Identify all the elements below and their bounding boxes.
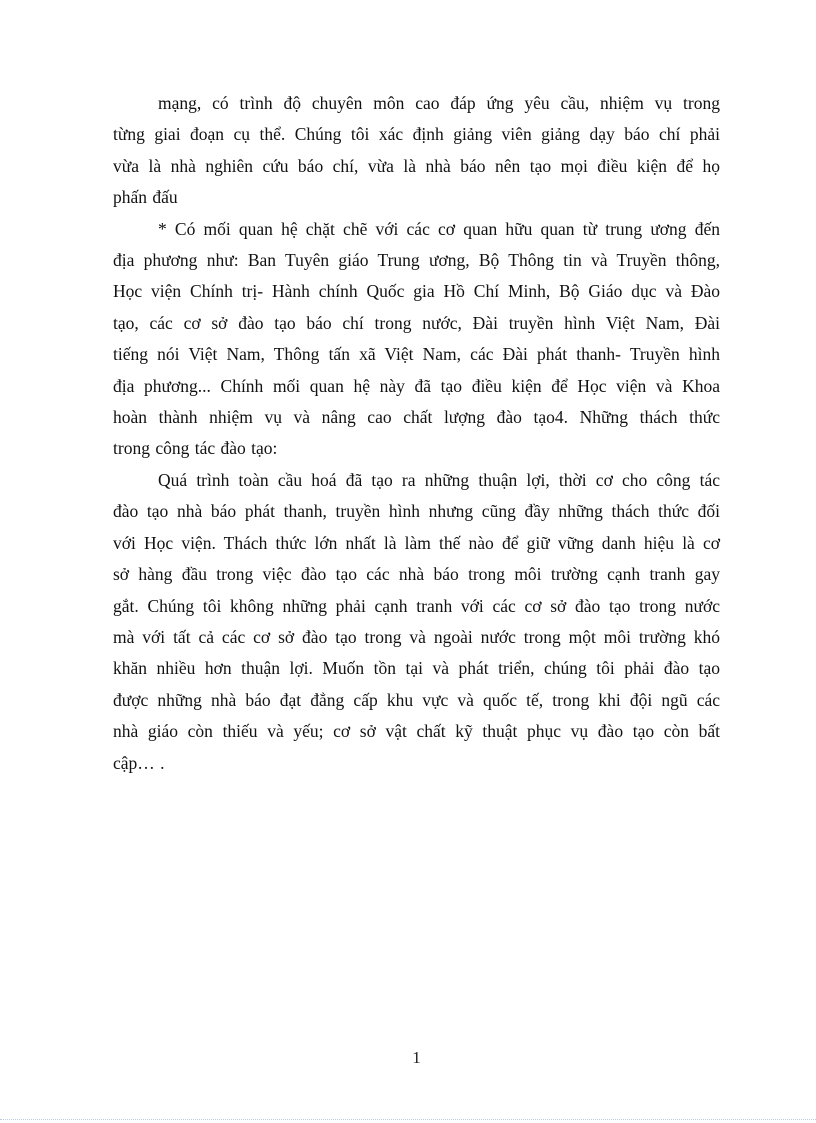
paragraph <box>113 465 720 779</box>
text-line: * Có mối quan hệ chặt chẽ với các cơ quan hữu quan từ trung ương đến <box>158 218 720 239</box>
text-line: vừa là nhà nghiên cứu báo chí, vừa là nhà báo nên tạo mọi điều kiện để họ <box>113 155 720 176</box>
paragraph <box>113 214 720 465</box>
text-line: gắt. Chúng tôi không những phải cạnh tranh với các cơ sở đào tạo trong nước <box>113 595 720 616</box>
text-line: nhà giáo còn thiếu và yếu; cơ sở vật chất kỹ thuật phục vụ đào tạo còn bất <box>113 721 720 742</box>
text-line: đào tạo nhà báo phát thanh, truyền hình nhưng cũng đầy những thách thức đối <box>113 501 720 522</box>
text-line: với Học viện. Thách thức lớn nhất là làm thế nào để giữ vững danh hiệu là cơ <box>113 532 720 553</box>
text-line: mạng, có trình độ chuyên môn cao đáp ứng yêu cầu, nhiệm vụ trong <box>158 93 720 113</box>
text-line: được những nhà báo đạt đẳng cấp khu vực và quốc tế, trong khi đội ngũ các <box>113 689 720 710</box>
text-line: tiếng nói Việt Nam, Thông tấn xã Việt Nam, các Đài phát thanh- Truyền hình <box>113 344 720 365</box>
text-line: phấn đấu <box>113 187 178 208</box>
text-line: khăn nhiều hơn thuận lợi. Muốn tồn tại và phát triển, chúng tôi phải đào tạo <box>113 658 720 679</box>
text-line: sở hàng đầu trong việc đào tạo các nhà báo trong môi trường cạnh tranh gay <box>113 564 720 585</box>
text-line: tạo, các cơ sở đào tạo báo chí trong nước, Đài truyền hình Việt Nam, Đài <box>113 312 720 333</box>
page-bottom-edge-rule <box>0 1119 816 1120</box>
text-line: mà với tất cả các cơ sở đào tạo trong và ngoài nước trong một môi trường khó <box>113 626 720 647</box>
text-line: địa phương... Chính mối quan hệ này đã tạo điều kiện để Học viện và Khoa <box>113 375 720 396</box>
page-footer <box>113 1048 720 1068</box>
text-line: địa phương như: Ban Tuyên giáo Trung ương, Bộ Thông tin và Truyền thông, <box>113 250 720 271</box>
text-line: cập… . <box>113 752 165 773</box>
text-line: từng giai đoạn cụ thể. Chúng tôi xác định giảng viên giảng dạy báo chí phải <box>113 124 720 145</box>
page-body-text <box>113 88 720 779</box>
page-number: 1 <box>412 1048 421 1067</box>
text-line: Học viện Chính trị- Hành chính Quốc gia Hồ Chí Minh, Bộ Giáo dục và Đào <box>113 281 720 302</box>
text-line: Quá trình toàn cầu hoá đã tạo ra những thuận lợi, thời cơ cho công tác <box>158 469 720 490</box>
text-line: hoàn thành nhiệm vụ và nâng cao chất lượng đào tạo4. Những thách thức <box>113 407 720 428</box>
paragraph <box>113 88 720 214</box>
text-line: trong công tác đào tạo: <box>113 438 278 459</box>
